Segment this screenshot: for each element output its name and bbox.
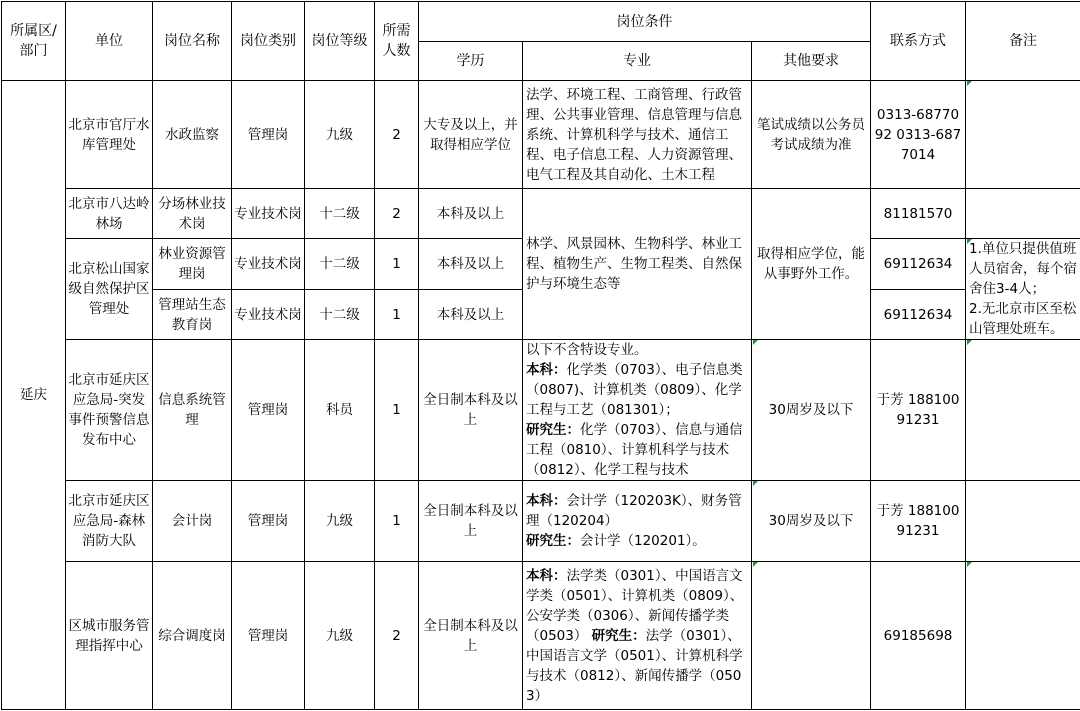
header-post-name: 岗位名称: [153, 2, 232, 81]
undergrad-majors: 法学类（0301）、中国语言文学类（0501）、计算机类（0809）、公安学类（0306）、新闻传播学类（0503）: [526, 568, 743, 644]
contact-cell: 69112634: [871, 290, 966, 340]
header-post-type: 岗位类别: [232, 2, 305, 81]
undergrad-majors: 会计学（120203K）、财务管理（120204）: [526, 493, 742, 529]
header-education: 学历: [419, 42, 523, 81]
post-level-cell: 科员: [305, 340, 375, 481]
forestry-other-cell: 取得相应学位，能从事野外工作。: [752, 189, 871, 340]
post-name-cell: 会计岗: [153, 481, 232, 562]
contact-cell: 69185698: [871, 562, 966, 710]
education-cell: 大专及以上，并取得相应学位: [419, 81, 523, 189]
other-cell: 笔试成绩以公务员考试成绩为准: [752, 81, 871, 189]
post-name-cell: 林业资源管理岗: [153, 239, 232, 290]
other-cell: 30周岁及以下: [752, 340, 871, 481]
major-note: 以下不含特设专业。: [526, 342, 648, 358]
header-conditions: 岗位条件: [419, 2, 871, 42]
education-cell: 本科及以上: [419, 189, 523, 239]
contact-cell: 于芳 18810091231: [871, 481, 966, 562]
graduate-majors: 法学（0301）、中国语言文学（0501）、计算机科学与技术（0812）、新闻传播学（0503）: [526, 628, 743, 704]
education-cell: 全日制本科及以上: [419, 340, 523, 481]
other-cell: 30周岁及以下: [752, 481, 871, 562]
header-contact: 联系方式: [871, 2, 966, 81]
header-major: 专业: [523, 42, 752, 81]
post-name-cell: 分场林业技术岗: [153, 189, 232, 239]
count-cell: 1: [375, 290, 419, 340]
post-type-cell: 专业技术岗: [232, 189, 305, 239]
unit-cell: 北京市官厅水库管理处: [66, 81, 153, 189]
contact-cell: 81181570: [871, 189, 966, 239]
major-cell: 法学、环境工程、工商管理、行政管理、公共事业管理、信息管理与信息系统、计算机科学与技术、通信工程、电子信息工程、人力资源管理、电气工程及其自动化、土木工程: [523, 81, 752, 189]
unit-cell: 北京市八达岭林场: [66, 189, 153, 239]
undergrad-label: 本科：: [526, 568, 567, 584]
major-cell: [523, 481, 752, 562]
unit-cell: 北京市延庆区应急局-突发事件预警信息发布中心: [66, 340, 153, 481]
post-level-cell: 九级: [305, 562, 375, 710]
unit-cell: 北京市延庆区应急局-森林消防大队: [66, 481, 153, 562]
header-district: 所属区/部门: [2, 2, 66, 81]
education-cell: 本科及以上: [419, 290, 523, 340]
undergrad-majors: 化学类（0703）、电子信息类（0807)、计算机类（0809）、化学工程与工艺（081301）；: [526, 362, 743, 418]
graduate-majors: 化学（0703）、信息与通信工程（0810）、计算机科学与技术（0812）、化学工程与技术: [526, 422, 743, 478]
post-type-cell: 管理岗: [232, 562, 305, 710]
post-type-cell: 管理岗: [232, 481, 305, 562]
post-level-cell: 十二级: [305, 239, 375, 290]
header-count: 所需人数: [375, 2, 419, 81]
table-row: [2, 481, 1080, 562]
post-level-cell: 十二级: [305, 189, 375, 239]
graduate-label: 研究生：: [592, 628, 646, 644]
post-name-cell: 水政监察: [153, 81, 232, 189]
forestry-major-cell: 林学、风景园林、生物科学、林业工程、植物生产、生物工程类、自然保护与环境生态等: [523, 189, 752, 340]
district-cell: 延庆: [2, 81, 66, 710]
education-cell: 本科及以上: [419, 239, 523, 290]
count-cell: 1: [375, 481, 419, 562]
remark-cell: [966, 189, 1080, 239]
recruitment-table: [1, 1, 1080, 710]
major-cell: [523, 562, 752, 710]
graduate-label: 研究生：: [526, 533, 580, 549]
education-cell: 全日制本科及以上: [419, 481, 523, 562]
post-type-cell: 专业技术岗: [232, 239, 305, 290]
post-level-cell: 九级: [305, 81, 375, 189]
education-cell: 全日制本科及以上: [419, 562, 523, 710]
count-cell: 2: [375, 81, 419, 189]
remark-cell: [966, 481, 1080, 562]
header-remark: 备注: [966, 2, 1080, 81]
contact-cell: 于芳 18810091231: [871, 340, 966, 481]
post-name-cell: 综合调度岗: [153, 562, 232, 710]
post-name-cell: 管理站生态教育岗: [153, 290, 232, 340]
count-cell: 1: [375, 340, 419, 481]
unit-cell: 北京松山国家级自然保护区管理处: [66, 239, 153, 340]
post-level-cell: 九级: [305, 481, 375, 562]
graduate-label: 研究生：: [526, 422, 580, 438]
post-type-cell: 管理岗: [232, 81, 305, 189]
header-post-level: 岗位等级: [305, 2, 375, 81]
post-type-cell: 管理岗: [232, 340, 305, 481]
contact-cell: 0313-6877092 0313-6877014: [871, 81, 966, 189]
graduate-majors: 会计学（120201）。: [580, 533, 706, 549]
count-cell: 2: [375, 562, 419, 710]
remark-cell: [966, 340, 1080, 481]
table-row: [2, 189, 1080, 239]
remark-cell: [966, 562, 1080, 710]
contact-cell: 69112634: [871, 239, 966, 290]
count-cell: 2: [375, 189, 419, 239]
other-cell: [752, 562, 871, 710]
major-cell: [523, 340, 752, 481]
post-type-cell: 专业技术岗: [232, 290, 305, 340]
table-row: [2, 81, 1080, 189]
count-cell: 1: [375, 239, 419, 290]
undergrad-label: 本科：: [526, 493, 567, 509]
unit-cell: 区城市服务管理指挥中心: [66, 562, 153, 710]
table-row: [2, 562, 1080, 710]
songshan-remark-cell: 1.单位只提供值班人员宿舍，每个宿舍住3-4人； 2.无北京市区至松山管理处班车。: [966, 239, 1080, 340]
table-row: [2, 340, 1080, 481]
header-unit: 单位: [66, 2, 153, 81]
remark-cell: [966, 81, 1080, 189]
post-name-cell: 信息系统管理: [153, 340, 232, 481]
post-level-cell: 十二级: [305, 290, 375, 340]
undergrad-label: 本科：: [526, 362, 567, 378]
header-other: 其他要求: [752, 42, 871, 81]
